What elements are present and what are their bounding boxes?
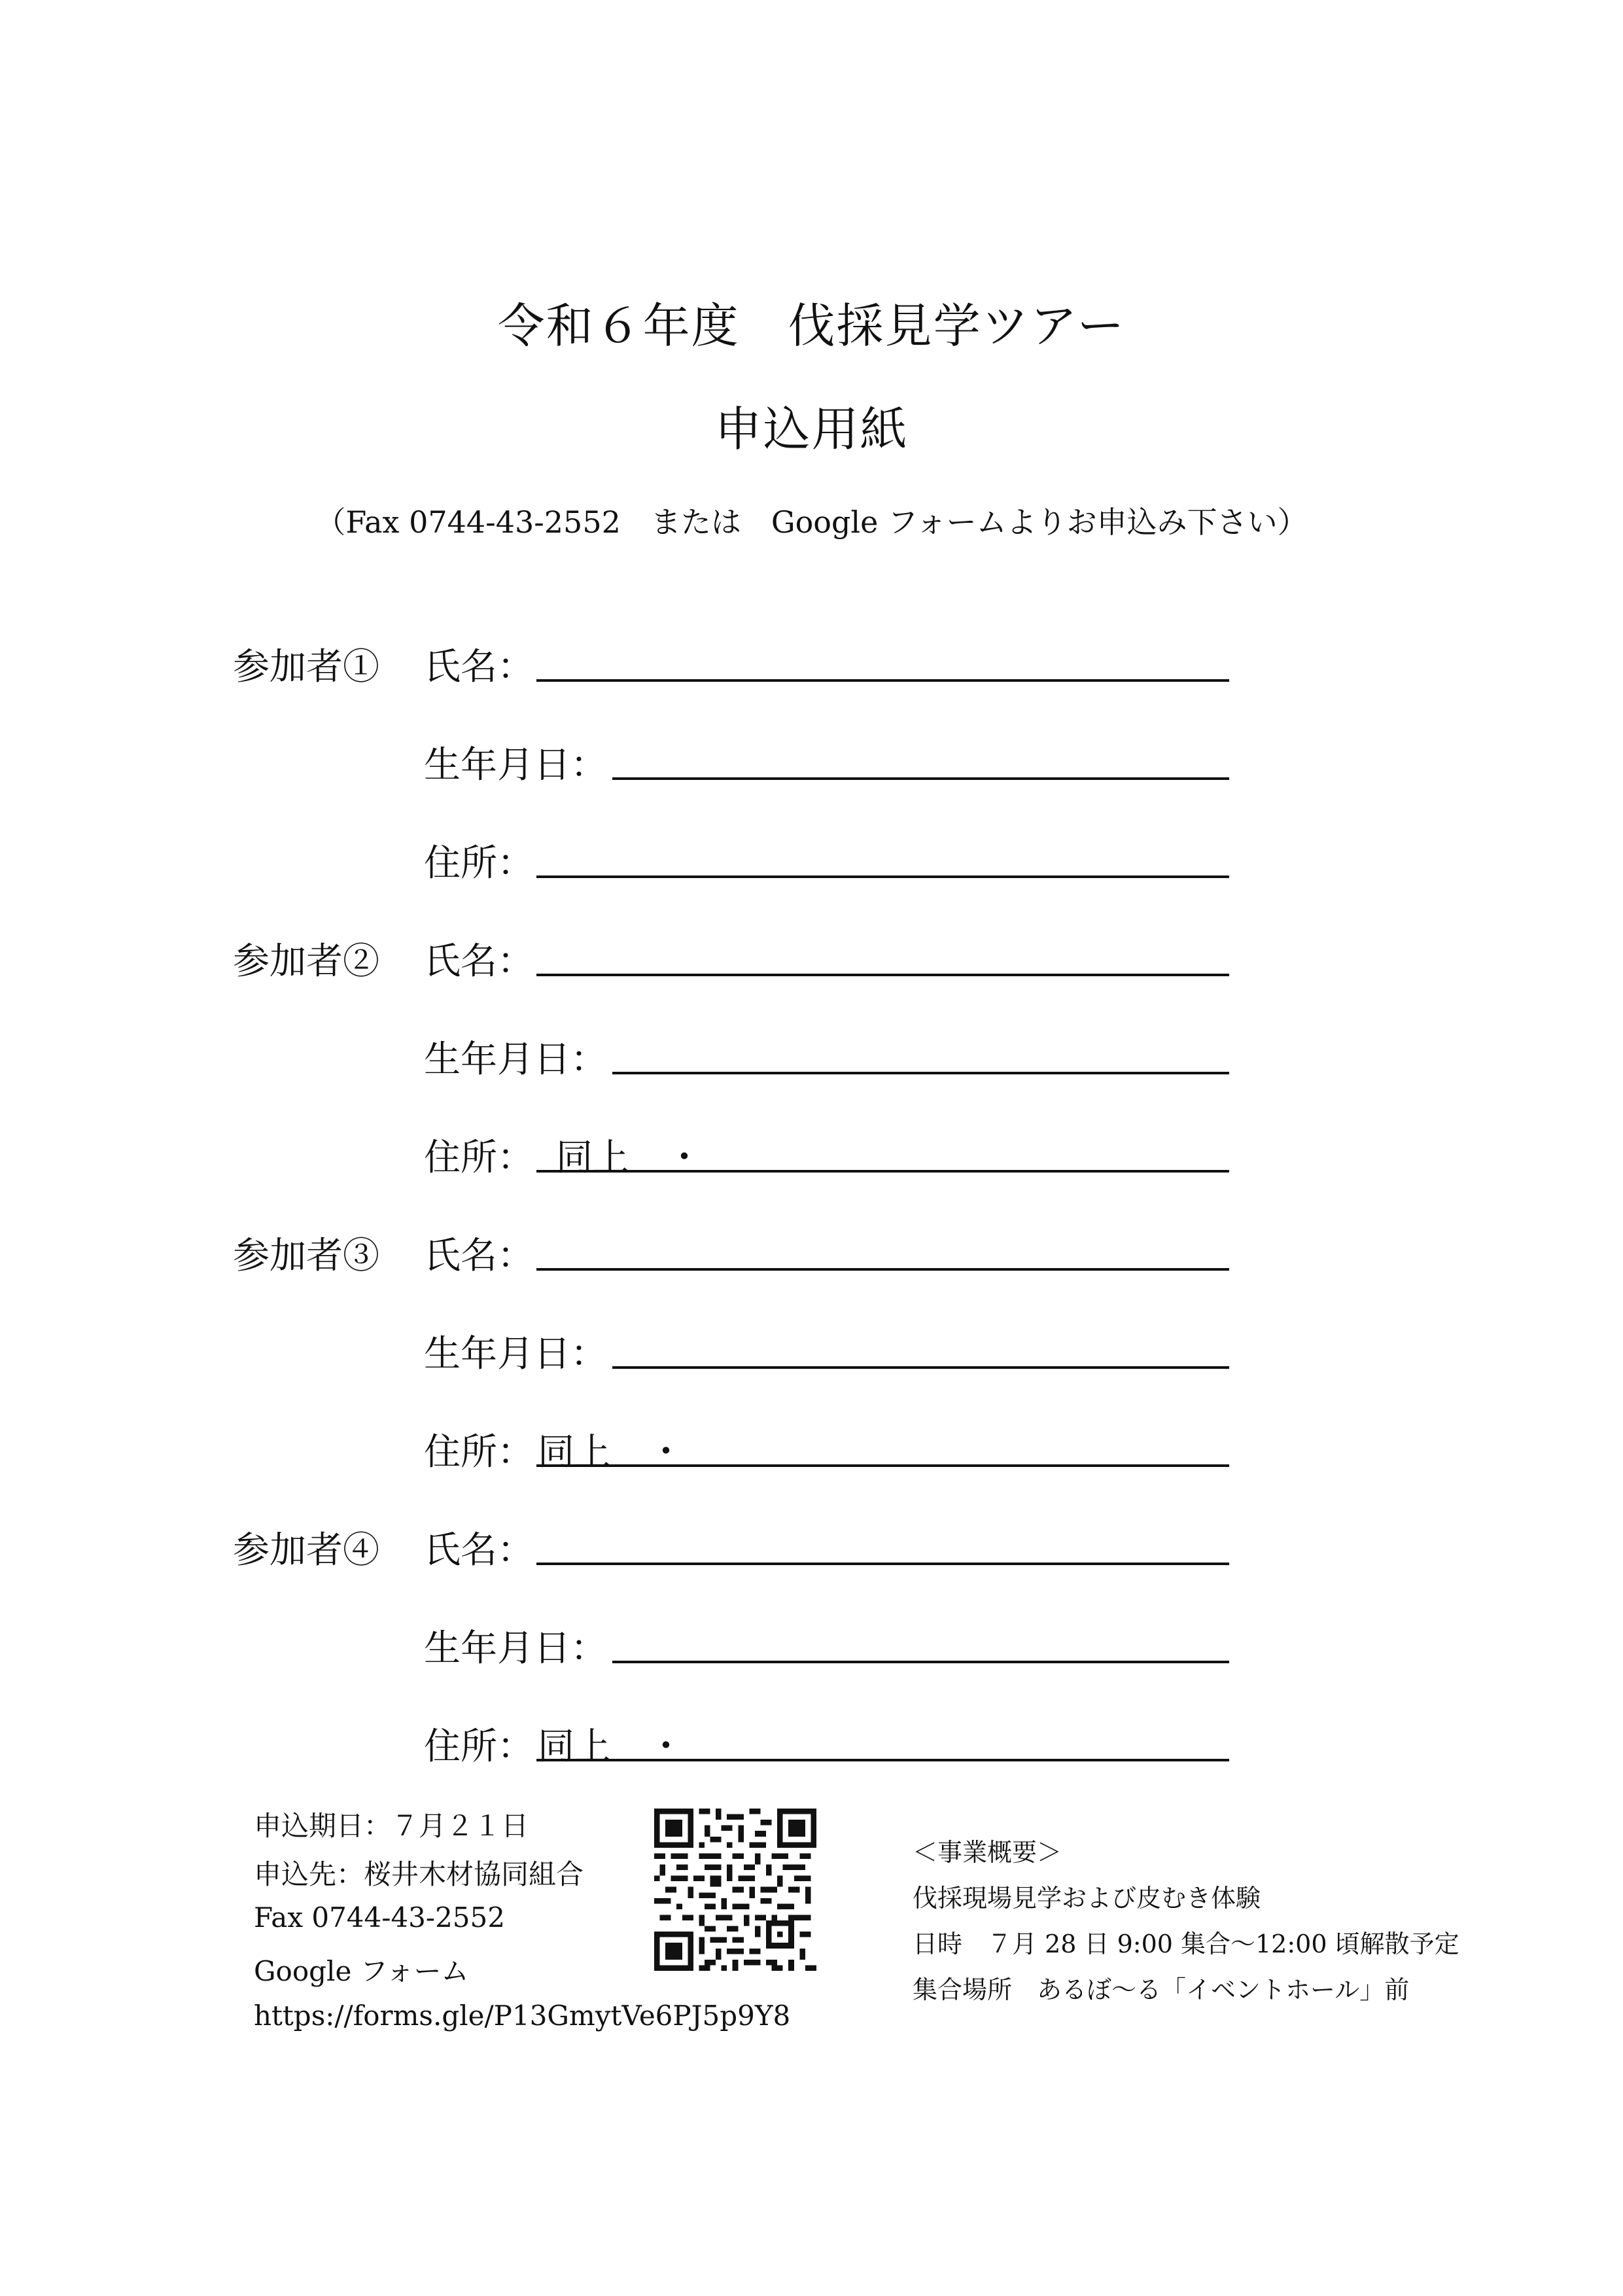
- event-datetime: 日時 ７月 28 日 9:00 集合～12:00 頃解散予定: [913, 1930, 1459, 1958]
- deadline-text: 申込期日：７月２１日: [254, 1810, 529, 1842]
- participant-2-name-field[interactable]: [536, 974, 1229, 976]
- participant-2-address-label: 住所：: [424, 1137, 534, 1179]
- participant-3-birthdate-label: 生年月日：: [424, 1333, 607, 1375]
- fax-text: Fax 0744-43-2552: [254, 1901, 505, 1934]
- participant-4-label: 参加者④: [233, 1529, 379, 1572]
- participant-3-birthdate-field[interactable]: [612, 1366, 1229, 1369]
- participant-2-birthdate-label: 生年月日：: [424, 1038, 607, 1081]
- participant-4-address-field[interactable]: [536, 1759, 1229, 1761]
- event-description: 伐採現場見学および皮むき体験: [913, 1884, 1261, 1913]
- participant-2-birthdate-field[interactable]: [612, 1072, 1229, 1074]
- participant-4-name-field[interactable]: [536, 1563, 1229, 1565]
- participant-3-name-label: 氏名：: [424, 1235, 534, 1277]
- google-form-text: Google フォーム: [254, 1955, 469, 1987]
- participant-2-label: 参加者②: [233, 940, 379, 983]
- event-location: 集合場所 あるぼ～る「イベントホール」前: [913, 1975, 1410, 2004]
- qr-code-icon[interactable]: [654, 1809, 816, 1971]
- participant-2-name-label: 氏名：: [424, 940, 534, 983]
- participant-4-name-label: 氏名：: [424, 1529, 534, 1572]
- participant-3-name-field[interactable]: [536, 1268, 1229, 1271]
- participant-4-address-label: 住所：: [424, 1725, 534, 1768]
- form-url-link[interactable]: https://forms.gle/P13GmytVe6PJ5p9Y8: [254, 2000, 791, 2032]
- participant-1-address-label: 住所：: [424, 842, 534, 885]
- form-subtitle: 申込用紙: [714, 402, 909, 457]
- instruction-text: （Fax 0744-43-2552 または Google フォームよりお申込み下さい）: [315, 504, 1308, 540]
- participant-4-birthdate-label: 生年月日：: [424, 1627, 607, 1670]
- participant-2-address-field[interactable]: [536, 1170, 1229, 1173]
- event-summary-heading: ＜事業概要＞: [913, 1838, 1062, 1867]
- participant-2-address-value: 同上 ・: [556, 1137, 703, 1179]
- participant-1-label: 参加者①: [233, 646, 379, 688]
- participant-3-label: 参加者③: [233, 1235, 379, 1277]
- participant-1-name-label: 氏名：: [424, 646, 534, 688]
- participant-4-birthdate-field[interactable]: [612, 1661, 1229, 1663]
- participant-1-birthdate-label: 生年月日：: [424, 744, 607, 786]
- participant-3-address-label: 住所：: [424, 1431, 534, 1474]
- participant-3-address-field[interactable]: [536, 1464, 1229, 1467]
- participant-3-address-value: 同上 ・: [538, 1431, 684, 1474]
- form-title: 令和６年度 伐採見学ツアー: [497, 298, 1126, 353]
- participant-1-name-field[interactable]: [536, 679, 1229, 682]
- participant-1-birthdate-field[interactable]: [612, 777, 1229, 780]
- participant-4-address-value: 同上 ・: [538, 1725, 684, 1768]
- participant-1-address-field[interactable]: [536, 875, 1229, 878]
- recipient-text: 申込先：桜井木材協同組合: [254, 1858, 584, 1890]
